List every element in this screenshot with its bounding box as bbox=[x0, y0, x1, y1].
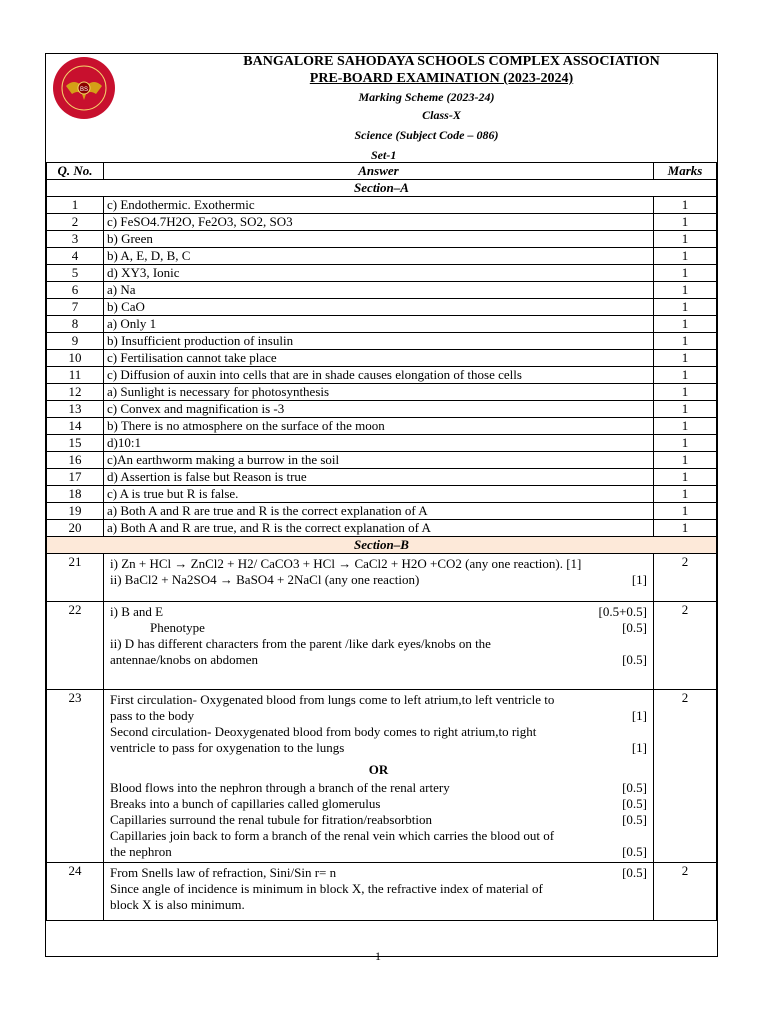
marks-cell: 1 bbox=[654, 452, 717, 469]
answer-line: Phenotype bbox=[150, 620, 205, 635]
marking-scheme-sheet bbox=[45, 53, 718, 957]
org-title: BANGALORE SAHODAYA SCHOOLS COMPLEX ASSOCIATION bbox=[243, 54, 660, 69]
table-row bbox=[47, 214, 717, 231]
marks-cell: 1 bbox=[654, 350, 717, 367]
table-row bbox=[47, 554, 717, 602]
table-row bbox=[47, 350, 717, 367]
table-row bbox=[47, 435, 717, 452]
marks-cell: 2 bbox=[654, 554, 717, 602]
qno-cell: 5 bbox=[47, 265, 104, 282]
table-row bbox=[47, 333, 717, 350]
qno-cell: 13 bbox=[47, 401, 104, 418]
answer-line: ii) D has different characters from the parent /like dark eyes/knobs on the bbox=[110, 636, 491, 651]
answer-line: i) B and E bbox=[110, 604, 164, 619]
answer-line: antennae/knobs on abdomen bbox=[110, 652, 259, 667]
table-row bbox=[47, 503, 717, 520]
qno-cell: 2 bbox=[47, 214, 104, 231]
answer-line: ii) BaCl2 + Na2SO4 → BaSO4 + 2NaCl (any one reaction) bbox=[110, 572, 420, 587]
table-row bbox=[47, 316, 717, 333]
section-a-rows bbox=[47, 197, 717, 537]
answer-cell bbox=[104, 602, 654, 690]
qno-cell: 22 bbox=[47, 602, 104, 690]
section-a-title: Section–A bbox=[47, 180, 717, 197]
answer-cell: c) Fertilisation cannot take place bbox=[104, 350, 654, 367]
qno-cell: 17 bbox=[47, 469, 104, 486]
answer-cell: b) There is no atmosphere on the surface of the moon bbox=[104, 418, 654, 435]
mark-tag: [0.5] bbox=[622, 865, 647, 880]
scheme-label: Marking Scheme (2023-24) bbox=[358, 90, 495, 104]
table-row bbox=[47, 197, 717, 214]
table-row bbox=[47, 863, 717, 921]
table-row bbox=[47, 486, 717, 503]
mark-tag: [0.5] bbox=[622, 844, 647, 859]
mark-tag: [0.5] bbox=[622, 620, 647, 635]
answer-cell: c) Convex and magnification is -3 bbox=[104, 401, 654, 418]
qno-cell: 9 bbox=[47, 333, 104, 350]
mark-tag: [0.5] bbox=[622, 796, 647, 811]
mark-tag: [0.5] bbox=[622, 780, 647, 795]
qno-header: Q. No. bbox=[47, 163, 104, 180]
svg-text:BS: BS bbox=[79, 87, 89, 93]
answer-cell: d) XY3, Ionic bbox=[104, 265, 654, 282]
answer-cell bbox=[104, 863, 654, 921]
table-row bbox=[47, 265, 717, 282]
marks-cell: 1 bbox=[654, 469, 717, 486]
qno-cell: 4 bbox=[47, 248, 104, 265]
table-header-row bbox=[47, 163, 717, 180]
answer-cell: a) Both A and R are true and R is the correct explanation of A bbox=[104, 503, 654, 520]
answer-line: Breaks into a bunch of capillaries called glomerulus bbox=[110, 796, 381, 811]
answer-line: the nephron bbox=[110, 844, 172, 859]
marks-cell: 1 bbox=[654, 265, 717, 282]
answer-line: First circulation- Oxygenated blood from lungs come to left atrium,to left ventricle to bbox=[110, 692, 555, 707]
marks-cell: 1 bbox=[654, 384, 717, 401]
marks-cell: 1 bbox=[654, 486, 717, 503]
answer-cell: b) Insufficient production of insulin bbox=[104, 333, 654, 350]
answer-cell: b) Green bbox=[104, 231, 654, 248]
answer-cell: d)10:1 bbox=[104, 435, 654, 452]
answer-line: block X is also minimum. bbox=[110, 897, 245, 912]
qno-cell: 19 bbox=[47, 503, 104, 520]
mark-tag: [0.5] bbox=[622, 812, 647, 827]
qno-cell: 14 bbox=[47, 418, 104, 435]
class-label: Class-X bbox=[422, 108, 461, 122]
mark-tag: [0.5+0.5] bbox=[598, 604, 647, 619]
qno-cell: 21 bbox=[47, 554, 104, 602]
table-row bbox=[47, 282, 717, 299]
answer-cell: c) Diffusion of auxin into cells that are in shade causes elongation of those cells bbox=[104, 367, 654, 384]
answer-cell bbox=[104, 554, 654, 602]
qno-cell: 15 bbox=[47, 435, 104, 452]
answer-line: Blood flows into the nephron through a branch of the renal artery bbox=[110, 780, 450, 795]
section-b-row bbox=[47, 537, 717, 554]
table-row bbox=[47, 299, 717, 316]
marks-cell: 1 bbox=[654, 367, 717, 384]
table-row bbox=[47, 367, 717, 384]
marks-cell: 2 bbox=[654, 863, 717, 921]
table-row bbox=[47, 452, 717, 469]
marks-cell: 1 bbox=[654, 401, 717, 418]
answer-table bbox=[46, 162, 717, 921]
answer-line: Second circulation- Deoxygenated blood from body comes to right atrium,to right bbox=[110, 724, 537, 739]
table-row bbox=[47, 248, 717, 265]
section-a-row bbox=[47, 180, 717, 197]
table-row bbox=[47, 231, 717, 248]
mark-tag: [0.5] bbox=[622, 652, 647, 667]
marks-cell: 2 bbox=[654, 690, 717, 863]
exam-title: PRE-BOARD EXAMINATION (2023-2024) bbox=[309, 71, 574, 86]
marks-cell: 1 bbox=[654, 333, 717, 350]
marks-cell: 1 bbox=[654, 231, 717, 248]
table-row bbox=[47, 690, 717, 863]
answer-cell: a) Na bbox=[104, 282, 654, 299]
qno-cell: 3 bbox=[47, 231, 104, 248]
mark-tag: [1] bbox=[631, 740, 647, 755]
qno-cell: 1 bbox=[47, 197, 104, 214]
table-row bbox=[47, 602, 717, 690]
marks-cell: 1 bbox=[654, 418, 717, 435]
set-label: Set-1 bbox=[371, 148, 397, 162]
answer-line: From Snells law of refraction, Sini/Sin r= n bbox=[110, 865, 337, 880]
marks-cell: 1 bbox=[654, 316, 717, 333]
marks-cell: 1 bbox=[654, 503, 717, 520]
qno-cell: 16 bbox=[47, 452, 104, 469]
qno-cell: 12 bbox=[47, 384, 104, 401]
answer-line: pass to the body bbox=[110, 708, 195, 723]
answer-line: Capillaries join back to form a branch of the renal vein which carries the blood out of bbox=[110, 828, 555, 843]
answer-cell: d) Assertion is false but Reason is true bbox=[104, 469, 654, 486]
qno-cell: 8 bbox=[47, 316, 104, 333]
answer-line: i) Zn + HCl → ZnCl2 + H2/ CaCO3 + HCl → CaCl2 + H2O +CO2 (any one reaction). [1] bbox=[110, 556, 582, 571]
answer-cell: c) Endothermic. Exothermic bbox=[104, 197, 654, 214]
section-b-title: Section–B bbox=[47, 537, 717, 554]
or-separator: OR bbox=[368, 762, 389, 777]
table-row bbox=[47, 384, 717, 401]
mark-tag: [1] bbox=[631, 708, 647, 723]
answer-line: Capillaries surround the renal tubule for fitration/reabsorbtion bbox=[110, 812, 433, 827]
qno-cell: 11 bbox=[47, 367, 104, 384]
marks-header: Marks bbox=[654, 163, 717, 180]
answer-cell: a) Only 1 bbox=[104, 316, 654, 333]
answer-line: Since angle of incidence is minimum in block X, the refractive index of material of bbox=[110, 881, 543, 896]
answer-header: Answer bbox=[104, 163, 654, 180]
answer-cell: a) Both A and R are true, and R is the correct explanation of A bbox=[104, 520, 654, 537]
qno-cell: 6 bbox=[47, 282, 104, 299]
page-number: 1 bbox=[375, 949, 381, 963]
qno-cell: 24 bbox=[47, 863, 104, 921]
subject-label: Science (Subject Code – 086) bbox=[354, 128, 499, 142]
marks-cell: 2 bbox=[654, 602, 717, 690]
qno-cell: 7 bbox=[47, 299, 104, 316]
table-row bbox=[47, 469, 717, 486]
answer-cell: b) CaO bbox=[104, 299, 654, 316]
marks-cell: 1 bbox=[654, 197, 717, 214]
marks-cell: 1 bbox=[654, 299, 717, 316]
answer-cell: c) FeSO4.7H2O, Fe2O3, SO2, SO3 bbox=[104, 214, 654, 231]
qno-cell: 23 bbox=[47, 690, 104, 863]
answer-cell: b) A, E, D, B, C bbox=[104, 248, 654, 265]
answer-cell: c) A is true but R is false. bbox=[104, 486, 654, 503]
table-row bbox=[47, 418, 717, 435]
table-row bbox=[47, 520, 717, 537]
answer-cell: a) Sunlight is necessary for photosynthesis bbox=[104, 384, 654, 401]
marks-cell: 1 bbox=[654, 214, 717, 231]
marks-cell: 1 bbox=[654, 248, 717, 265]
table-row bbox=[47, 401, 717, 418]
mark-tag: [1] bbox=[631, 572, 647, 587]
marks-cell: 1 bbox=[654, 520, 717, 537]
qno-cell: 18 bbox=[47, 486, 104, 503]
qno-cell: 20 bbox=[47, 520, 104, 537]
marks-cell: 1 bbox=[654, 282, 717, 299]
answer-cell: c)An earthworm making a burrow in the soil bbox=[104, 452, 654, 469]
answer-line: ventricle to pass for oxygenation to the lungs bbox=[110, 740, 345, 755]
marks-cell: 1 bbox=[654, 435, 717, 452]
answer-cell bbox=[104, 690, 654, 863]
document-header bbox=[46, 54, 717, 162]
qno-cell: 10 bbox=[47, 350, 104, 367]
